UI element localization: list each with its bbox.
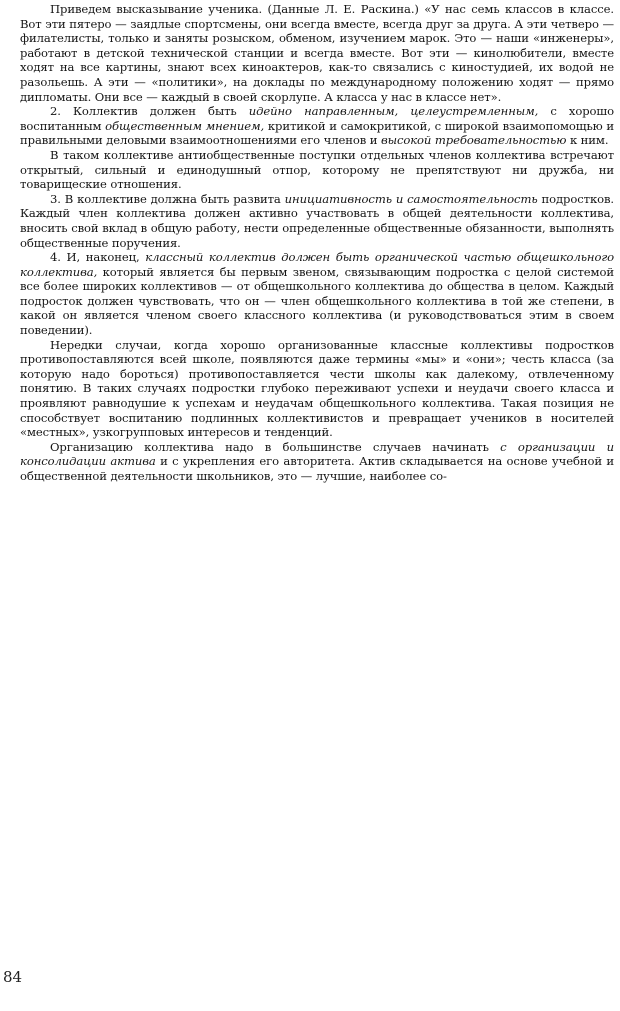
emphasis-text: инициативность и самостоятельность bbox=[284, 191, 538, 206]
paragraph-activists bbox=[20, 440, 614, 484]
paragraph-collective-response bbox=[20, 148, 614, 192]
text-segment: 2. Коллектив должен быть bbox=[50, 104, 249, 119]
text-segment: 3. В коллективе должна быть развита bbox=[50, 191, 285, 206]
paragraph-class-vs-school bbox=[20, 338, 614, 440]
text-segment: с хорошо воспитанным bbox=[20, 104, 614, 133]
text-segment: В таком коллективе антиобщественные поступки отдельных членов коллектива встречают открытый, сильный и единодушный отпор, которому не препятствуют ни дружба, ни товарищеские отношения. bbox=[20, 147, 614, 192]
text-segment: критикой и самокритикой, с широкой взаимопомощью и правильными деловыми взаимоотношениями его членов и bbox=[20, 118, 615, 148]
paragraph-student-quote bbox=[20, 2, 614, 104]
text-segment: Организацию коллектива надо в большинстве случаев начинать bbox=[50, 439, 501, 454]
paragraph-point-3 bbox=[20, 192, 614, 250]
text-segment: 4. И, наконец, bbox=[50, 250, 146, 265]
emphasis-text: общественным мнением, bbox=[105, 118, 265, 133]
text-segment: Нередки случаи, когда хорошо организованные классные коллективы подростков противопоставляются всей школе, появляются даже термины «мы» и «они»; честь класса (за которую надо бороться) противопоставляется чести школы как далекому, отвлеченному понятию. В таких случаях подростки глубоко переживают успехи и неудачи своего класса и проявляют равнодушие к успехам и неудачам общешкольного коллектива. Такая позиция не способствует воспитанию подлинных коллективистов и превращает учеников в носителей «местных», узкогрупповых интересов и тенденций. bbox=[20, 337, 614, 440]
paragraph-point-4 bbox=[20, 250, 614, 338]
paragraph-point-2 bbox=[20, 104, 614, 148]
text-segment: который является бы первым звеном, связывающим подростка с целой системой все более широких коллективов — от общешкольного коллектива до общества в целом. Каждый подросток должен чувствовать, что он — член общешкольного коллектива в той же степени, в какой он является членом своего классного коллектива (и руководствоваться этим в своем поведении). bbox=[20, 264, 614, 338]
text-segment: к ним. bbox=[566, 133, 609, 148]
emphasis-text: классный коллектив должен быть органической частью общешкольного коллектива, bbox=[20, 250, 614, 279]
text-segment: подростков. Каждый член коллектива должен активно участвовать в общей деятельности коллектива, вносить свой вклад в общую работу, нести определенные общественные обязанности, выполнять общественные поручения. bbox=[20, 191, 614, 250]
emphasis-text: высокой требовательностью bbox=[380, 133, 567, 148]
page-number: 84 bbox=[3, 968, 23, 986]
text-segment: Приведем высказывание ученика. (Данные Л. Е. Раскина.) «У нас семь классов в классе. Вот эти пятеро — заядлые спортсмены, они всегда вместе, всегда друг за друга. А эти четверо — филателисты, только и заняты розыском, обменом, изучением марок. Это — наши «инженеры», работают в детской технической станции и всегда вместе. Вот эти — кинолюбители, вместе ходят на все картины, знают всех киноактеров, как-то связались с киностудией, их водой не разольешь. А эти — «политики», на доклады по международному положению ходят — прямо дипломаты. Они все — каждый в своей скорлупе. А класса у нас в классе нет». bbox=[20, 2, 614, 104]
book-page bbox=[20, 2, 614, 1007]
emphasis-text: с организации и консолидации актива bbox=[20, 439, 614, 469]
text-segment: и с укрепления его авторитета. Актив складывается на основе учебной и общественной деятельности школьников, это — лучшие, наиболее со- bbox=[20, 454, 615, 483]
emphasis-text: идейно направленным, целеустремленным, bbox=[248, 104, 539, 119]
